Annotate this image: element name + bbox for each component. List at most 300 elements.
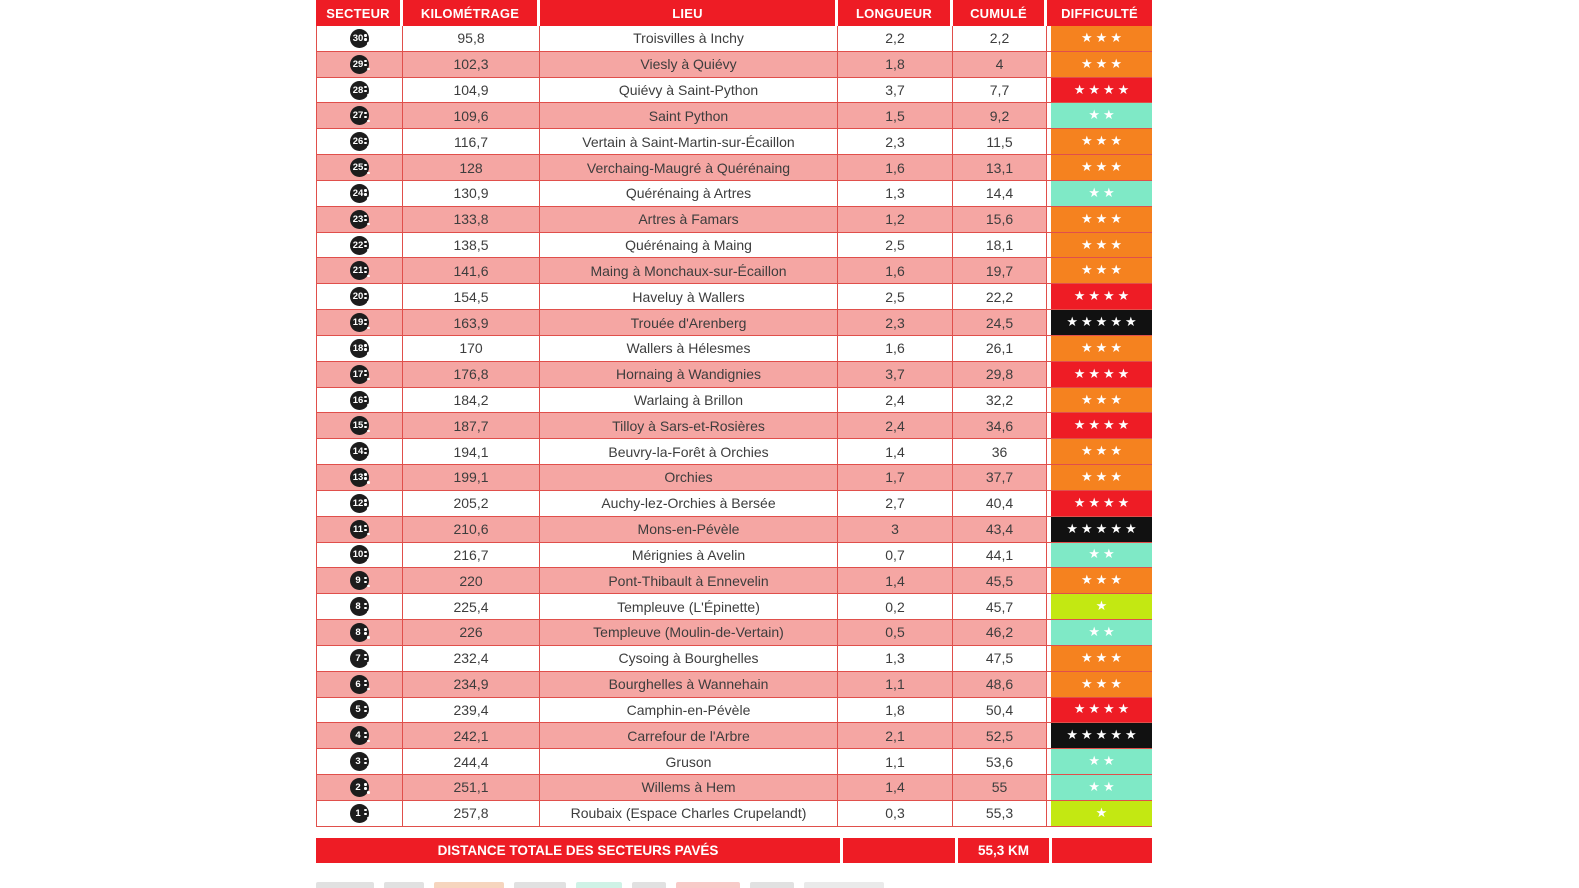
difficulte-cell <box>1047 181 1152 206</box>
difficulty-bar <box>1051 439 1152 464</box>
sector-cell <box>317 775 403 800</box>
cumule-cell: 32,2 <box>953 388 1047 413</box>
difficulty-bar <box>1051 258 1152 283</box>
cumule-cell: 15,6 <box>953 207 1047 232</box>
table-row <box>317 26 1152 52</box>
difficulty-bar <box>1051 26 1152 51</box>
table-row <box>317 646 1152 672</box>
lieu-cell: Cysoing à Bourghelles <box>540 646 838 671</box>
sector-cell <box>317 78 403 103</box>
lieu-cell: Bourghelles à Wannehain <box>540 672 838 697</box>
table-row <box>317 698 1152 724</box>
difficulty-bar <box>1051 594 1152 619</box>
difficulty-bar <box>1051 129 1152 154</box>
cumule-cell: 2,2 <box>953 26 1047 51</box>
cobble-dots-icon <box>364 473 366 475</box>
header-longueur: LONGUEUR <box>838 0 953 26</box>
lieu-cell: Mérignies à Avelin <box>540 543 838 568</box>
kilometrage-cell: 187,7 <box>403 413 540 438</box>
lieu-cell: Quérénaing à Maing <box>540 233 838 258</box>
sector-cell <box>317 491 403 516</box>
longueur-cell: 2,4 <box>838 388 953 413</box>
sector-cell <box>317 26 403 51</box>
difficulty-stars: ★★ <box>1088 108 1118 124</box>
legend-fragment <box>316 882 374 888</box>
table-row <box>317 801 1152 827</box>
difficulte-cell <box>1047 362 1152 387</box>
difficulte-cell <box>1047 284 1152 309</box>
cumule-cell: 44,1 <box>953 543 1047 568</box>
sector-number-badge: 30 <box>350 29 369 48</box>
cobble-dots-icon <box>364 758 366 760</box>
cumule-cell: 55 <box>953 775 1047 800</box>
cumule-cell: 22,2 <box>953 284 1047 309</box>
longueur-cell: 1,5 <box>838 103 953 128</box>
table-row <box>317 749 1152 775</box>
kilometrage-cell: 133,8 <box>403 207 540 232</box>
difficulty-bar <box>1051 103 1152 128</box>
table-row <box>317 568 1152 594</box>
table-row <box>317 207 1152 233</box>
table-row <box>317 465 1152 491</box>
difficulte-cell <box>1047 103 1152 128</box>
table-row <box>317 594 1152 620</box>
cobble-dots-icon <box>364 783 366 785</box>
kilometrage-cell: 257,8 <box>403 801 540 826</box>
cumule-cell: 24,5 <box>953 310 1047 335</box>
difficulty-bar <box>1051 233 1152 258</box>
kilometrage-cell: 199,1 <box>403 465 540 490</box>
sector-number-badge: 10 <box>350 545 369 564</box>
lieu-cell: Tilloy à Sars-et-Rosières <box>540 413 838 438</box>
sector-number-badge: 1 <box>350 804 369 823</box>
difficulte-cell <box>1047 388 1152 413</box>
legend-fragment <box>804 882 884 888</box>
difficulte-cell <box>1047 543 1152 568</box>
difficulty-bar <box>1051 284 1152 309</box>
cobble-dots-icon <box>364 319 366 321</box>
difficulty-stars: ★★ <box>1088 624 1118 640</box>
sector-cell <box>317 284 403 309</box>
longueur-cell: 2,3 <box>838 129 953 154</box>
difficulty-bar <box>1051 181 1152 206</box>
longueur-cell: 0,7 <box>838 543 953 568</box>
kilometrage-cell: 226 <box>403 620 540 645</box>
cumule-cell: 40,4 <box>953 491 1047 516</box>
lieu-cell: Quérénaing à Artres <box>540 181 838 206</box>
kilometrage-cell: 239,4 <box>403 698 540 723</box>
kilometrage-cell: 102,3 <box>403 52 540 77</box>
table-row <box>317 78 1152 104</box>
difficulte-cell <box>1047 672 1152 697</box>
sector-cell <box>317 517 403 542</box>
lieu-cell: Templeuve (Moulin-de-Vertain) <box>540 620 838 645</box>
sector-cell <box>317 155 403 180</box>
difficulty-stars: ★★★ <box>1081 30 1125 46</box>
difficulty-stars: ★★★ <box>1081 211 1125 227</box>
longueur-cell: 1,4 <box>838 439 953 464</box>
lieu-cell: Quiévy à Saint-Python <box>540 78 838 103</box>
table-row <box>317 439 1152 465</box>
difficulty-bar <box>1051 723 1152 748</box>
cumule-cell: 48,6 <box>953 672 1047 697</box>
difficulty-bar <box>1051 336 1152 361</box>
difficulty-stars: ★★★★ <box>1073 702 1133 718</box>
cobble-dots-icon <box>364 138 366 140</box>
cobble-dots-icon <box>364 86 366 88</box>
sector-cell <box>317 388 403 413</box>
difficulty-stars: ★★★★ <box>1073 366 1133 382</box>
longueur-cell: 1,6 <box>838 336 953 361</box>
longueur-cell: 2,5 <box>838 284 953 309</box>
cumule-cell: 45,7 <box>953 594 1047 619</box>
difficulty-stars: ★★★ <box>1081 160 1125 176</box>
sector-cell <box>317 129 403 154</box>
cobble-dots-icon <box>364 551 366 553</box>
difficulty-bar <box>1051 78 1152 103</box>
table-row <box>317 103 1152 129</box>
kilometrage-cell: 210,6 <box>403 517 540 542</box>
cobble-dots-icon <box>364 706 366 708</box>
difficulte-cell <box>1047 207 1152 232</box>
difficulte-cell <box>1047 78 1152 103</box>
sector-cell <box>317 698 403 723</box>
lieu-cell: Haveluy à Wallers <box>540 284 838 309</box>
sector-number-badge: 3 <box>350 752 369 771</box>
difficulty-stars: ★★★ <box>1081 237 1125 253</box>
cumule-cell: 19,7 <box>953 258 1047 283</box>
total-label: DISTANCE TOTALE DES SECTEURS PAVÉS <box>316 838 840 863</box>
sector-cell <box>317 362 403 387</box>
cumule-cell: 52,5 <box>953 723 1047 748</box>
sector-number-badge: 8 <box>350 623 369 642</box>
kilometrage-cell: 225,4 <box>403 594 540 619</box>
sector-number-badge: 17 <box>350 365 369 384</box>
sector-cell <box>317 568 403 593</box>
table-row <box>317 517 1152 543</box>
difficulty-stars: ★★ <box>1088 779 1118 795</box>
legend-fragment <box>514 882 566 888</box>
lieu-cell: Beuvry-la-Forêt à Orchies <box>540 439 838 464</box>
cobble-dots-icon <box>364 215 366 217</box>
difficulty-bar <box>1051 646 1152 671</box>
difficulte-cell <box>1047 620 1152 645</box>
lieu-cell: Trouée d'Arenberg <box>540 310 838 335</box>
lieu-cell: Willems à Hem <box>540 775 838 800</box>
legend-fragment <box>750 882 794 888</box>
longueur-cell: 1,1 <box>838 749 953 774</box>
cobble-dots-icon <box>364 267 366 269</box>
difficulte-cell <box>1047 568 1152 593</box>
longueur-cell: 0,5 <box>838 620 953 645</box>
sector-cell <box>317 103 403 128</box>
lieu-cell: Gruson <box>540 749 838 774</box>
longueur-cell: 1,4 <box>838 775 953 800</box>
kilometrage-cell: 194,1 <box>403 439 540 464</box>
difficulty-bar <box>1051 155 1152 180</box>
table-row <box>317 543 1152 569</box>
lieu-cell: Vertain à Saint-Martin-sur-Écaillon <box>540 129 838 154</box>
cumule-cell: 55,3 <box>953 801 1047 826</box>
kilometrage-cell: 128 <box>403 155 540 180</box>
difficulty-bar <box>1051 775 1152 800</box>
sector-number-badge: 25 <box>350 158 369 177</box>
longueur-cell: 1,8 <box>838 698 953 723</box>
difficulte-cell <box>1047 465 1152 490</box>
sector-cell <box>317 181 403 206</box>
cumule-cell: 50,4 <box>953 698 1047 723</box>
cobble-dots-icon <box>364 241 366 243</box>
sector-number-badge: 28 <box>350 81 369 100</box>
difficulty-bar <box>1051 491 1152 516</box>
longueur-cell: 1,8 <box>838 52 953 77</box>
table-row <box>317 155 1152 181</box>
kilometrage-cell: 109,6 <box>403 103 540 128</box>
difficulty-bar <box>1051 672 1152 697</box>
legend-fragment <box>384 882 424 888</box>
cobble-dots-icon <box>364 577 366 579</box>
difficulty-stars: ★★★ <box>1081 650 1125 666</box>
difficulty-stars: ★★★ <box>1081 340 1125 356</box>
difficulty-bar <box>1051 543 1152 568</box>
legend-fragment <box>676 882 740 888</box>
sector-number-badge: 27 <box>350 106 369 125</box>
table-row <box>317 336 1152 362</box>
kilometrage-cell: 170 <box>403 336 540 361</box>
sector-number-badge: 2 <box>350 778 369 797</box>
difficulte-cell <box>1047 310 1152 335</box>
sector-number-badge: 9 <box>350 571 369 590</box>
difficulte-cell <box>1047 155 1152 180</box>
lieu-cell: Mons-en-Pévèle <box>540 517 838 542</box>
difficulty-stars: ★★★★★ <box>1066 315 1140 331</box>
total-longueur-cell <box>840 838 955 863</box>
difficulty-bar <box>1051 801 1152 826</box>
difficulte-cell <box>1047 646 1152 671</box>
cumule-cell: 11,5 <box>953 129 1047 154</box>
lieu-cell: Auchy-lez-Orchies à Bersée <box>540 491 838 516</box>
difficulty-stars: ★★★ <box>1081 573 1125 589</box>
kilometrage-cell: 220 <box>403 568 540 593</box>
lieu-cell: Roubaix (Espace Charles Crupelandt) <box>540 801 838 826</box>
difficulty-stars: ★★★ <box>1081 444 1125 460</box>
cumule-cell: 43,4 <box>953 517 1047 542</box>
cobble-dots-icon <box>364 293 366 295</box>
sector-number-badge: 18 <box>350 339 369 358</box>
kilometrage-cell: 130,9 <box>403 181 540 206</box>
lieu-cell: Carrefour de l'Arbre <box>540 723 838 748</box>
cumule-cell: 37,7 <box>953 465 1047 490</box>
longueur-cell: 2,7 <box>838 491 953 516</box>
legend-fragment <box>632 882 666 888</box>
total-difficulte-cell <box>1049 838 1152 863</box>
difficulte-cell <box>1047 413 1152 438</box>
difficulty-stars: ★★★★★ <box>1066 728 1140 744</box>
longueur-cell: 2,4 <box>838 413 953 438</box>
difficulty-bar <box>1051 568 1152 593</box>
cumule-cell: 13,1 <box>953 155 1047 180</box>
legend-fragment <box>576 882 622 888</box>
table-row <box>317 258 1152 284</box>
difficulty-stars: ★★★ <box>1081 469 1125 485</box>
sector-cell <box>317 336 403 361</box>
table-header-row <box>316 0 1152 26</box>
longueur-cell: 1,4 <box>838 568 953 593</box>
difficulty-stars: ★★★ <box>1081 392 1125 408</box>
table-row <box>317 388 1152 414</box>
cobble-dots-icon <box>364 164 366 166</box>
table-row <box>317 775 1152 801</box>
kilometrage-cell: 234,9 <box>403 672 540 697</box>
cobble-dots-icon <box>364 34 366 36</box>
legend-fragment <box>434 882 504 888</box>
sector-cell <box>317 620 403 645</box>
difficulte-cell <box>1047 26 1152 51</box>
table-row <box>317 362 1152 388</box>
longueur-cell: 1,6 <box>838 258 953 283</box>
cumule-cell: 7,7 <box>953 78 1047 103</box>
table-row <box>317 491 1152 517</box>
kilometrage-cell: 216,7 <box>403 543 540 568</box>
kilometrage-cell: 154,5 <box>403 284 540 309</box>
lieu-cell: Warlaing à Brillon <box>540 388 838 413</box>
table-row <box>317 181 1152 207</box>
sector-number-badge: 14 <box>350 442 369 461</box>
difficulty-bar <box>1051 52 1152 77</box>
difficulte-cell <box>1047 723 1152 748</box>
difficulte-cell <box>1047 698 1152 723</box>
kilometrage-cell: 95,8 <box>403 26 540 51</box>
pave-sectors-table <box>316 0 1152 858</box>
cumule-cell: 36 <box>953 439 1047 464</box>
header-lieu: LIEU <box>540 0 838 26</box>
difficulty-stars: ★★ <box>1088 547 1118 563</box>
kilometrage-cell: 251,1 <box>403 775 540 800</box>
difficulty-stars: ★★★★ <box>1073 495 1133 511</box>
longueur-cell: 2,2 <box>838 26 953 51</box>
cobble-dots-icon <box>364 396 366 398</box>
difficulte-cell <box>1047 129 1152 154</box>
kilometrage-cell: 205,2 <box>403 491 540 516</box>
sector-number-badge: 23 <box>350 210 369 229</box>
difficulte-cell <box>1047 517 1152 542</box>
difficulte-cell <box>1047 258 1152 283</box>
sector-number-badge: 20 <box>350 287 369 306</box>
total-distance-value: 55,3 KM <box>955 838 1049 863</box>
kilometrage-cell: 141,6 <box>403 258 540 283</box>
cobble-dots-icon <box>364 525 366 527</box>
sector-number-badge: 29 <box>350 55 369 74</box>
difficulte-cell <box>1047 594 1152 619</box>
sector-cell <box>317 801 403 826</box>
cobble-dots-icon <box>364 60 366 62</box>
sector-number-badge: 7 <box>350 649 369 668</box>
lieu-cell: Templeuve (L'Épinette) <box>540 594 838 619</box>
cumule-cell: 18,1 <box>953 233 1047 258</box>
sector-cell <box>317 310 403 335</box>
sector-number-badge: 4 <box>350 726 369 745</box>
sector-cell <box>317 439 403 464</box>
kilometrage-cell: 116,7 <box>403 129 540 154</box>
sector-cell <box>317 672 403 697</box>
cutoff-legend-strip <box>316 878 956 888</box>
difficulty-stars: ★★★ <box>1081 56 1125 72</box>
cobble-dots-icon <box>364 370 366 372</box>
sector-cell <box>317 749 403 774</box>
cumule-cell: 34,6 <box>953 413 1047 438</box>
longueur-cell: 2,3 <box>838 310 953 335</box>
lieu-cell: Saint Python <box>540 103 838 128</box>
cumule-cell: 53,6 <box>953 749 1047 774</box>
difficulty-stars: ★★★ <box>1081 134 1125 150</box>
sector-number-badge: 16 <box>350 391 369 410</box>
difficulte-cell <box>1047 801 1152 826</box>
cumule-cell: 26,1 <box>953 336 1047 361</box>
difficulty-stars: ★★★ <box>1081 676 1125 692</box>
cobble-dots-icon <box>364 603 366 605</box>
sector-cell <box>317 258 403 283</box>
difficulte-cell <box>1047 491 1152 516</box>
kilometrage-cell: 232,4 <box>403 646 540 671</box>
longueur-cell: 3 <box>838 517 953 542</box>
sector-cell <box>317 52 403 77</box>
lieu-cell: Camphin-en-Pévèle <box>540 698 838 723</box>
cobble-dots-icon <box>364 654 366 656</box>
cumule-cell: 45,5 <box>953 568 1047 593</box>
difficulty-stars: ★ <box>1095 805 1111 821</box>
longueur-cell: 0,3 <box>838 801 953 826</box>
table-row <box>317 129 1152 155</box>
kilometrage-cell: 244,4 <box>403 749 540 774</box>
sector-number-badge: 12 <box>350 494 369 513</box>
longueur-cell: 3,7 <box>838 78 953 103</box>
longueur-cell: 1,2 <box>838 207 953 232</box>
difficulty-bar <box>1051 207 1152 232</box>
sector-cell <box>317 233 403 258</box>
cobble-dots-icon <box>364 809 366 811</box>
table-row <box>317 52 1152 78</box>
header-kilometrage: KILOMÉTRAGE <box>403 0 540 26</box>
sector-number-badge: 5 <box>350 700 369 719</box>
sector-cell <box>317 207 403 232</box>
difficulty-bar <box>1051 362 1152 387</box>
kilometrage-cell: 184,2 <box>403 388 540 413</box>
lieu-cell: Artres à Famars <box>540 207 838 232</box>
difficulty-bar <box>1051 465 1152 490</box>
difficulty-bar <box>1051 620 1152 645</box>
longueur-cell: 2,1 <box>838 723 953 748</box>
cobble-dots-icon <box>364 448 366 450</box>
difficulte-cell <box>1047 233 1152 258</box>
difficulty-bar <box>1051 388 1152 413</box>
longueur-cell: 2,5 <box>838 233 953 258</box>
total-row <box>316 838 1152 863</box>
difficulty-stars: ★★ <box>1088 754 1118 770</box>
header-cumule: CUMULÉ <box>953 0 1047 26</box>
lieu-cell: Maing à Monchaux-sur-Écaillon <box>540 258 838 283</box>
longueur-cell: 1,1 <box>838 672 953 697</box>
table-row <box>317 310 1152 336</box>
sector-number-badge: 22 <box>350 236 369 255</box>
difficulty-stars: ★★★★ <box>1073 82 1133 98</box>
kilometrage-cell: 163,9 <box>403 310 540 335</box>
sector-cell <box>317 413 403 438</box>
sector-cell <box>317 646 403 671</box>
kilometrage-cell: 242,1 <box>403 723 540 748</box>
sector-number-badge: 21 <box>350 261 369 280</box>
difficulty-stars: ★★★★★ <box>1066 521 1140 537</box>
lieu-cell: Hornaing à Wandignies <box>540 362 838 387</box>
